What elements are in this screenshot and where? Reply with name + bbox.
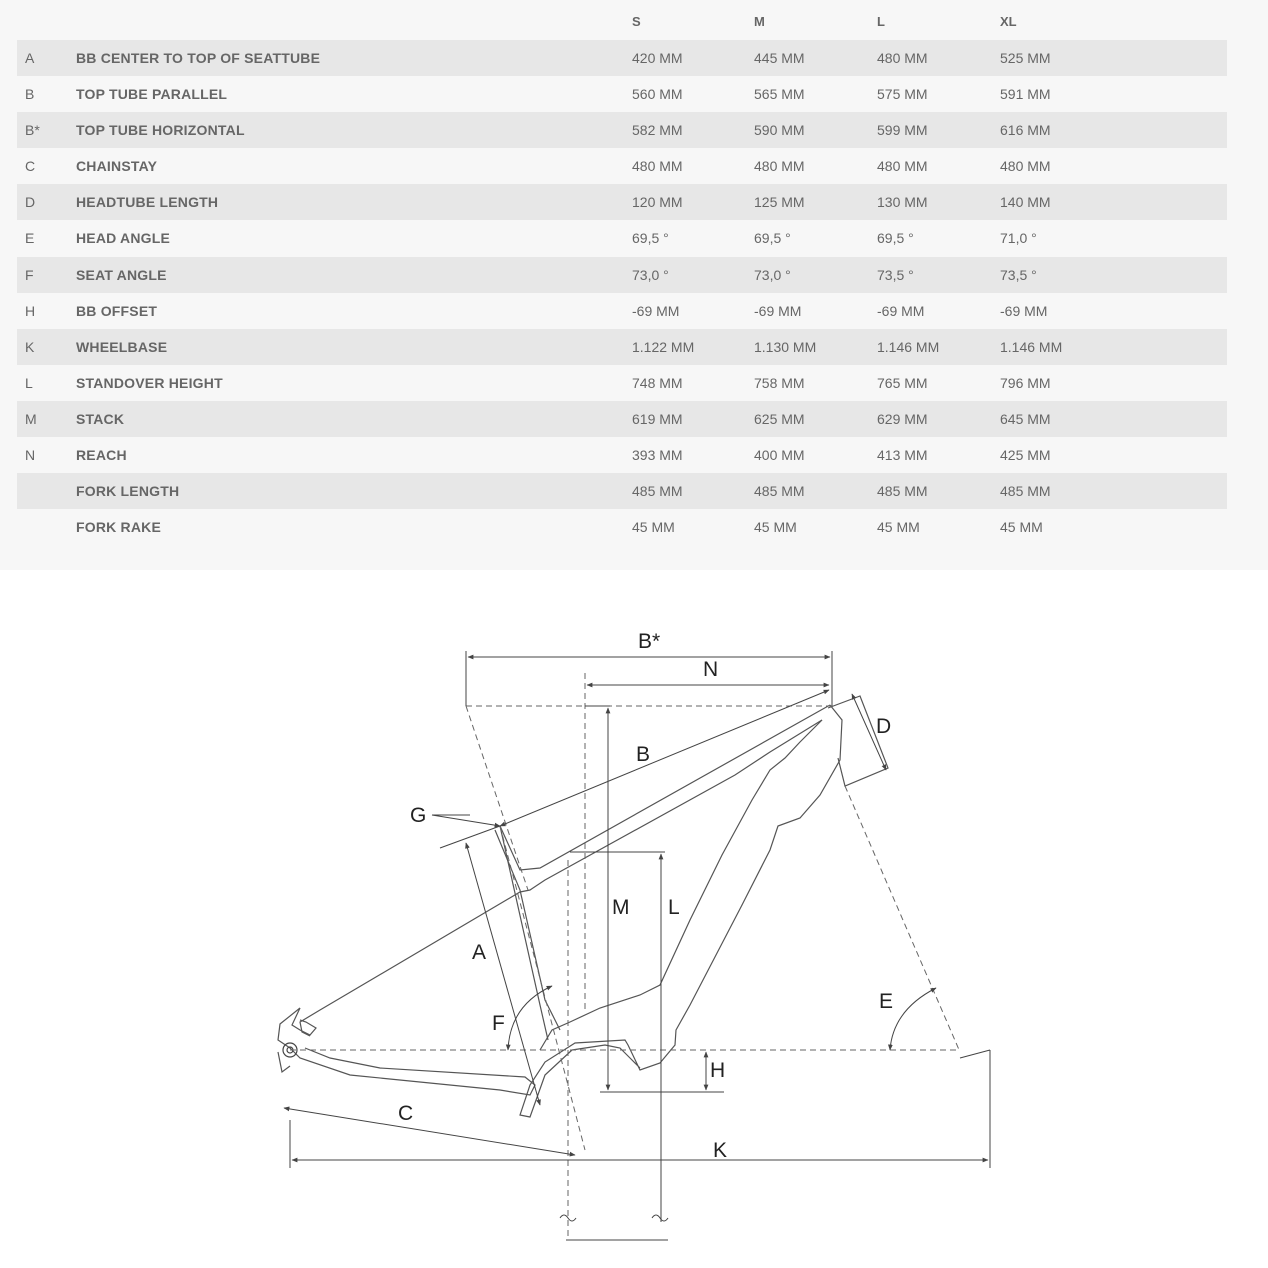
measurement-value: 1.146 MM	[877, 338, 940, 355]
measurement-value: 575 MM	[877, 86, 928, 103]
measurement-value: 480 MM	[877, 50, 928, 66]
label-n: N	[703, 658, 719, 681]
measurement-value: 125 MM	[754, 194, 805, 211]
size-header-xl: XL	[1000, 14, 1017, 29]
measurement-value: 525 MM	[1000, 50, 1051, 66]
measurement-label: TOP TUBE HORIZONTAL	[76, 122, 245, 139]
measurement-value: 73,0 °	[754, 266, 791, 283]
measurement-value: 420 MM	[632, 50, 683, 66]
measurement-code: N	[25, 447, 36, 464]
geometry-rows	[17, 40, 1227, 545]
table-row	[17, 220, 1227, 256]
measurement-value: 400 MM	[754, 447, 805, 464]
measurement-code: C	[25, 158, 36, 175]
label-b-star: B*	[638, 630, 661, 653]
measurement-value: 69,5 °	[632, 230, 669, 247]
measurement-value: 73,5 °	[1000, 266, 1037, 283]
measurement-value: 393 MM	[632, 447, 683, 464]
measurement-code: B	[25, 86, 35, 103]
table-row	[17, 40, 1227, 76]
measurement-label: BB OFFSET	[76, 302, 158, 319]
measurement-value: 748 MM	[632, 374, 683, 391]
table-row	[17, 184, 1227, 220]
measurement-code: B*	[25, 122, 40, 139]
measurement-label: SEAT ANGLE	[76, 266, 167, 283]
measurement-code: K	[25, 338, 35, 355]
dashed-reference-lines	[290, 673, 960, 1240]
label-m: M	[612, 896, 630, 919]
measurement-value: 560 MM	[632, 86, 683, 103]
measurement-label: CHAINSTAY	[76, 158, 158, 175]
measurement-value: 485 MM	[1000, 483, 1051, 500]
size-header-s: S	[632, 14, 641, 29]
measurement-value: 480 MM	[754, 158, 805, 175]
size-header-row	[17, 0, 1227, 40]
size-header-l: L	[877, 14, 885, 29]
measurement-value: 625 MM	[754, 410, 805, 427]
measurement-value: 485 MM	[754, 483, 805, 500]
measurement-value: 485 MM	[877, 483, 928, 500]
measurement-label: HEAD ANGLE	[76, 230, 171, 247]
table-row	[17, 365, 1227, 401]
measurement-value: 619 MM	[632, 410, 683, 427]
measurement-value: 45 MM	[754, 519, 797, 536]
measurement-value: 1.130 MM	[754, 338, 817, 355]
measurement-value: -69 MM	[1000, 302, 1048, 319]
label-l: L	[668, 896, 680, 919]
measurement-value: -69 MM	[877, 302, 925, 319]
label-e: E	[879, 990, 894, 1013]
measurement-value: 425 MM	[1000, 447, 1051, 464]
measurement-value: 71,0 °	[1000, 230, 1037, 247]
headtube-outline	[828, 696, 888, 786]
bike-frame-outline	[278, 705, 842, 1117]
label-b: B	[636, 743, 651, 766]
table-row	[17, 473, 1227, 509]
table-row	[17, 329, 1227, 365]
measurement-value: -69 MM	[632, 302, 680, 319]
label-g: G	[410, 804, 427, 827]
measurement-value: 629 MM	[877, 410, 928, 427]
table-row	[17, 76, 1227, 112]
label-f: F	[492, 1012, 505, 1035]
label-h: H	[710, 1059, 726, 1082]
measurement-label: STANDOVER HEIGHT	[76, 374, 223, 391]
table-row	[17, 509, 1227, 545]
table-row	[17, 293, 1227, 329]
measurement-value: 413 MM	[877, 447, 928, 464]
measurement-value: 73,0 °	[632, 266, 669, 283]
measurement-value: 45 MM	[1000, 519, 1043, 536]
table-row	[17, 148, 1227, 184]
measurement-value: 582 MM	[632, 122, 683, 139]
dimension-lines	[284, 651, 990, 1240]
measurement-value: 1.122 MM	[632, 338, 695, 355]
measurement-value: 45 MM	[632, 519, 675, 536]
measurement-code: F	[25, 266, 34, 283]
measurement-value: 485 MM	[632, 483, 683, 500]
measurement-value: 565 MM	[754, 86, 805, 103]
measurement-value: 591 MM	[1000, 86, 1051, 103]
measurement-value: 599 MM	[877, 122, 928, 139]
size-header-m: M	[754, 14, 765, 29]
measurement-label: BB CENTER TO TOP OF SEATTUBE	[76, 50, 321, 66]
measurement-label: HEADTUBE LENGTH	[76, 194, 219, 211]
measurement-value: 480 MM	[1000, 158, 1051, 175]
measurement-value: 590 MM	[754, 122, 805, 139]
measurement-code: D	[25, 194, 36, 211]
frame-geometry-diagram	[0, 570, 1268, 1268]
measurement-label: FORK RAKE	[76, 519, 162, 536]
measurement-label: STACK	[76, 410, 125, 427]
measurement-value: 45 MM	[877, 519, 920, 536]
measurement-value: 645 MM	[1000, 410, 1051, 427]
measurement-value: 480 MM	[877, 158, 928, 175]
measurement-label: FORK LENGTH	[76, 483, 180, 500]
measurement-code: E	[25, 230, 35, 247]
measurement-value: 796 MM	[1000, 374, 1051, 391]
label-d: D	[876, 715, 892, 738]
label-c: C	[398, 1102, 414, 1125]
measurement-code: L	[25, 374, 33, 391]
measurement-label: REACH	[76, 447, 127, 464]
measurement-label: WHEELBASE	[76, 338, 168, 355]
measurement-value: 120 MM	[632, 194, 683, 211]
label-k: K	[713, 1139, 728, 1162]
table-row	[17, 112, 1227, 148]
measurement-value: 69,5 °	[754, 230, 791, 247]
measurement-value: 140 MM	[1000, 194, 1051, 211]
measurement-code: M	[25, 410, 37, 427]
measurement-label: TOP TUBE PARALLEL	[76, 86, 228, 103]
label-a: A	[472, 941, 487, 964]
measurement-value: 69,5 °	[877, 230, 914, 247]
measurement-value: 765 MM	[877, 374, 928, 391]
measurement-value: 445 MM	[754, 50, 805, 66]
geometry-table	[0, 0, 1268, 570]
measurement-value: 1.146 MM	[1000, 338, 1063, 355]
measurement-value: 616 MM	[1000, 122, 1051, 139]
measurement-value: 758 MM	[754, 374, 805, 391]
table-row	[17, 257, 1227, 293]
measurement-code: H	[25, 302, 36, 319]
measurement-value: 73,5 °	[877, 266, 914, 283]
measurement-value: -69 MM	[754, 302, 802, 319]
table-row	[17, 401, 1227, 437]
table-row	[17, 437, 1227, 473]
measurement-value: 480 MM	[632, 158, 683, 175]
measurement-value: 130 MM	[877, 194, 928, 211]
measurement-code: A	[25, 50, 35, 66]
